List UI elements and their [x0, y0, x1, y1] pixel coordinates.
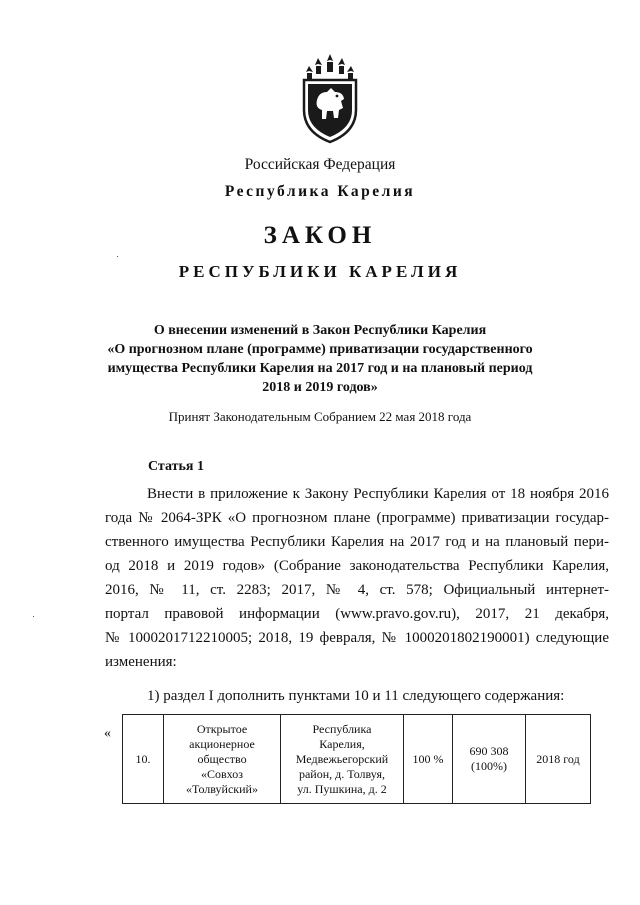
law-title [100, 321, 540, 397]
cell-address [281, 715, 404, 804]
paragraph-line: № 1000201712210005; 2018, 19 февраля, № 1000201802190001) следующие [105, 630, 609, 646]
coat-of-arms-emblem [297, 52, 363, 144]
address-line: Медвежьегорский [295, 751, 389, 766]
opening-quote: « [104, 726, 111, 741]
address-line: Республика [312, 721, 372, 736]
paragraph-line: изменения: [105, 654, 177, 670]
table-row [123, 715, 591, 804]
document-type-subtitle: РЕСПУБЛИКИ КАРЕЛИЯ [178, 262, 462, 281]
title-line: «О прогнозном плане (программе) приватизации государственного [107, 342, 533, 357]
address-line: ул. Пушкина, д. 2 [297, 781, 387, 796]
adoption-note: Принят Законодательным Собранием 22 мая 2018 года [168, 409, 472, 424]
name-line: «Толвуйский» [186, 781, 258, 796]
amendment-table [122, 714, 591, 804]
paragraph-line: ственного имущества Республики Карелия на 2017 год и на плановый пери- [105, 534, 609, 550]
scan-speck [117, 256, 118, 257]
article-paragraph [105, 482, 609, 674]
name-line: «Совхоз [201, 766, 243, 781]
title-line: имущества Республики Карелия на 2017 год и на плановый период [107, 361, 533, 376]
address-line: Карелия, [319, 736, 365, 751]
paragraph-line: 2016, № 11, ст. 2283; 2017, № 4, ст. 578; Официальный интернет- [105, 582, 609, 598]
name-line: Открытое [196, 721, 248, 736]
shares-line: (100%) [471, 759, 507, 773]
country-name: Российская Федерация [244, 156, 396, 173]
amendment-item-1: 1) раздел I дополнить пунктами 10 и 11 следующего содержания: [147, 688, 565, 704]
cell-shares-count [453, 715, 526, 804]
republic-name: Республика Карелия [224, 183, 416, 200]
paragraph-line: Внести в приложение к Закону Республики Карелия от 18 ноября 2016 [147, 486, 609, 502]
paragraph-line: года № 2064-ЗРК «О прогнозном плане (программе) приватизации государ- [105, 510, 609, 526]
document-type: ЗАКОН [263, 222, 377, 249]
cell-state-share: 100 % [404, 715, 453, 804]
cell-company-name [164, 715, 281, 804]
cell-year: 2018 год [526, 715, 591, 804]
name-line: акционерное общество [189, 736, 255, 766]
title-line: О внесении изменений в Закон Республики Карелия [153, 323, 487, 338]
scan-speck [33, 616, 34, 617]
paragraph-line: од 2018 и 2019 годов» (Собрание законодательства Республики Карелия, [105, 558, 609, 574]
shares-line: 690 308 [469, 744, 509, 758]
paragraph-line: портал правовой информации (www.pravo.gov.ru), 2017, 21 декабря, [105, 606, 609, 622]
cell-number: 10. [123, 715, 164, 804]
article-heading: Статья 1 [148, 459, 204, 474]
title-line: 2018 и 2019 годов» [262, 380, 378, 395]
address-line: район, д. Толвуя, [298, 766, 385, 781]
